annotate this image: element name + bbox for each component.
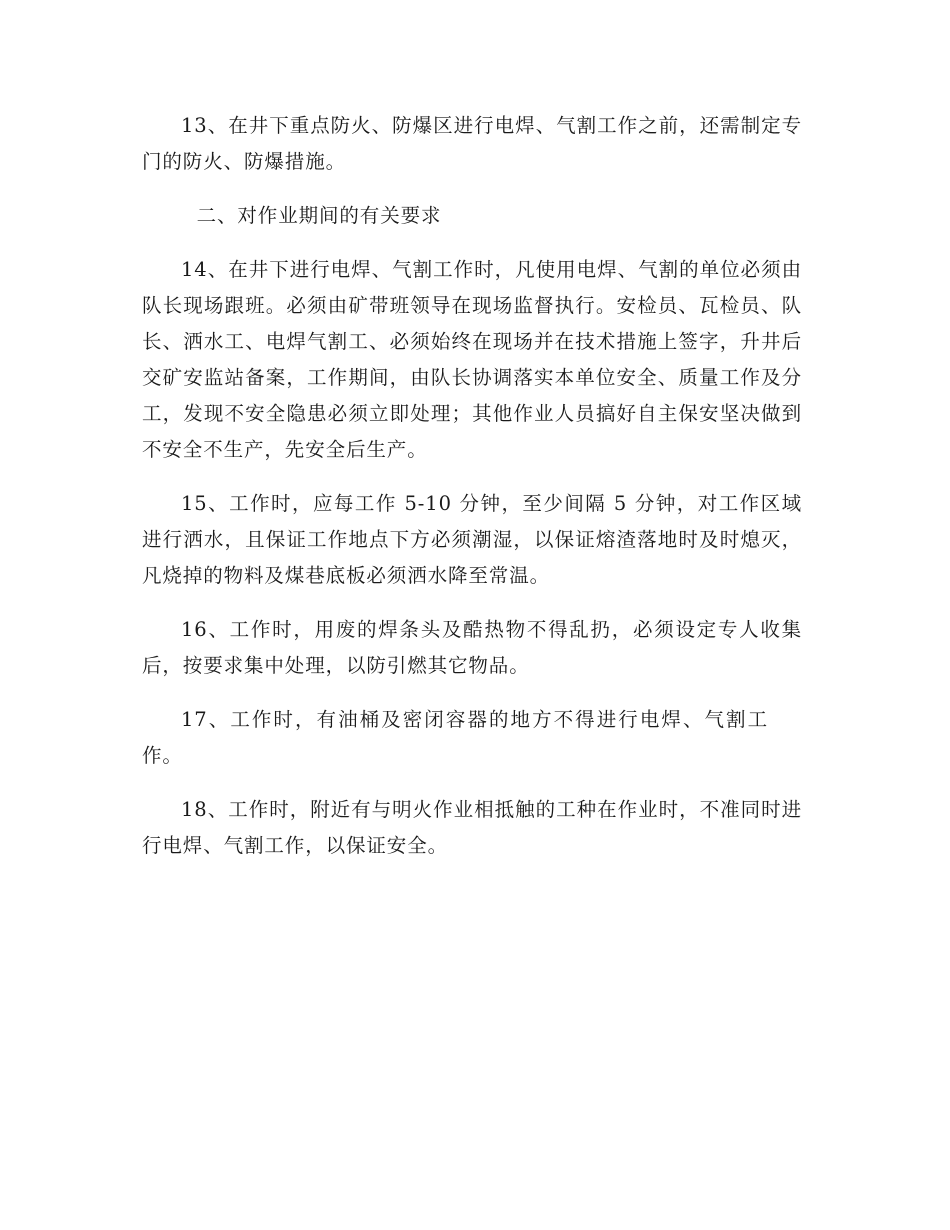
paragraph-14: 14、在井下进行电焊、气割工作时，凡使用电焊、气割的单位必须由队长现场跟班。必须由矿带班领导在现场监督执行。安检员、瓦检员、队长、洒水工、电焊气割工、必须始终在现场并在技术措施上签字，升井后交矿安监站备案，工作期间，由队长协调落实本单位安全、质量工作及分工，发现不安全隐患必须立即处理；其他作业人员搞好自主保安坚决做到不安全不生产，先安全后生产。 xyxy=(142,258,802,461)
paragraph-17: 17、工作时，有油桶及密闭容器的地方不得进行电焊、气割工作。 xyxy=(142,708,768,767)
paragraph-15: 15、工作时，应每工作 5-10 分钟，至少间隔 5 分钟，对工作区域进行洒水，且保证工作地点下方必须潮湿，以保证熔渣落地时及时熄灭，凡烧掉的物料及煤巷底板必须洒水降至常温。 xyxy=(142,492,802,587)
section-heading: 二、对作业期间的有关要求 xyxy=(196,204,442,227)
paragraph-18: 18、工作时，附近有与明火作业相抵触的工种在作业时，不准同时进行电焊、气割工作，以保证安全。 xyxy=(142,798,802,857)
paragraph-13: 13、在井下重点防火、防爆区进行电焊、气割工作之前，还需制定专门的防火、防爆措施。 xyxy=(142,114,802,173)
paragraph-16: 16、工作时，用废的焊条头及酷热物不得乱扔，必须设定专人收集后，按要求集中处理，以防引燃其它物品。 xyxy=(142,618,802,677)
document-body xyxy=(142,108,802,864)
